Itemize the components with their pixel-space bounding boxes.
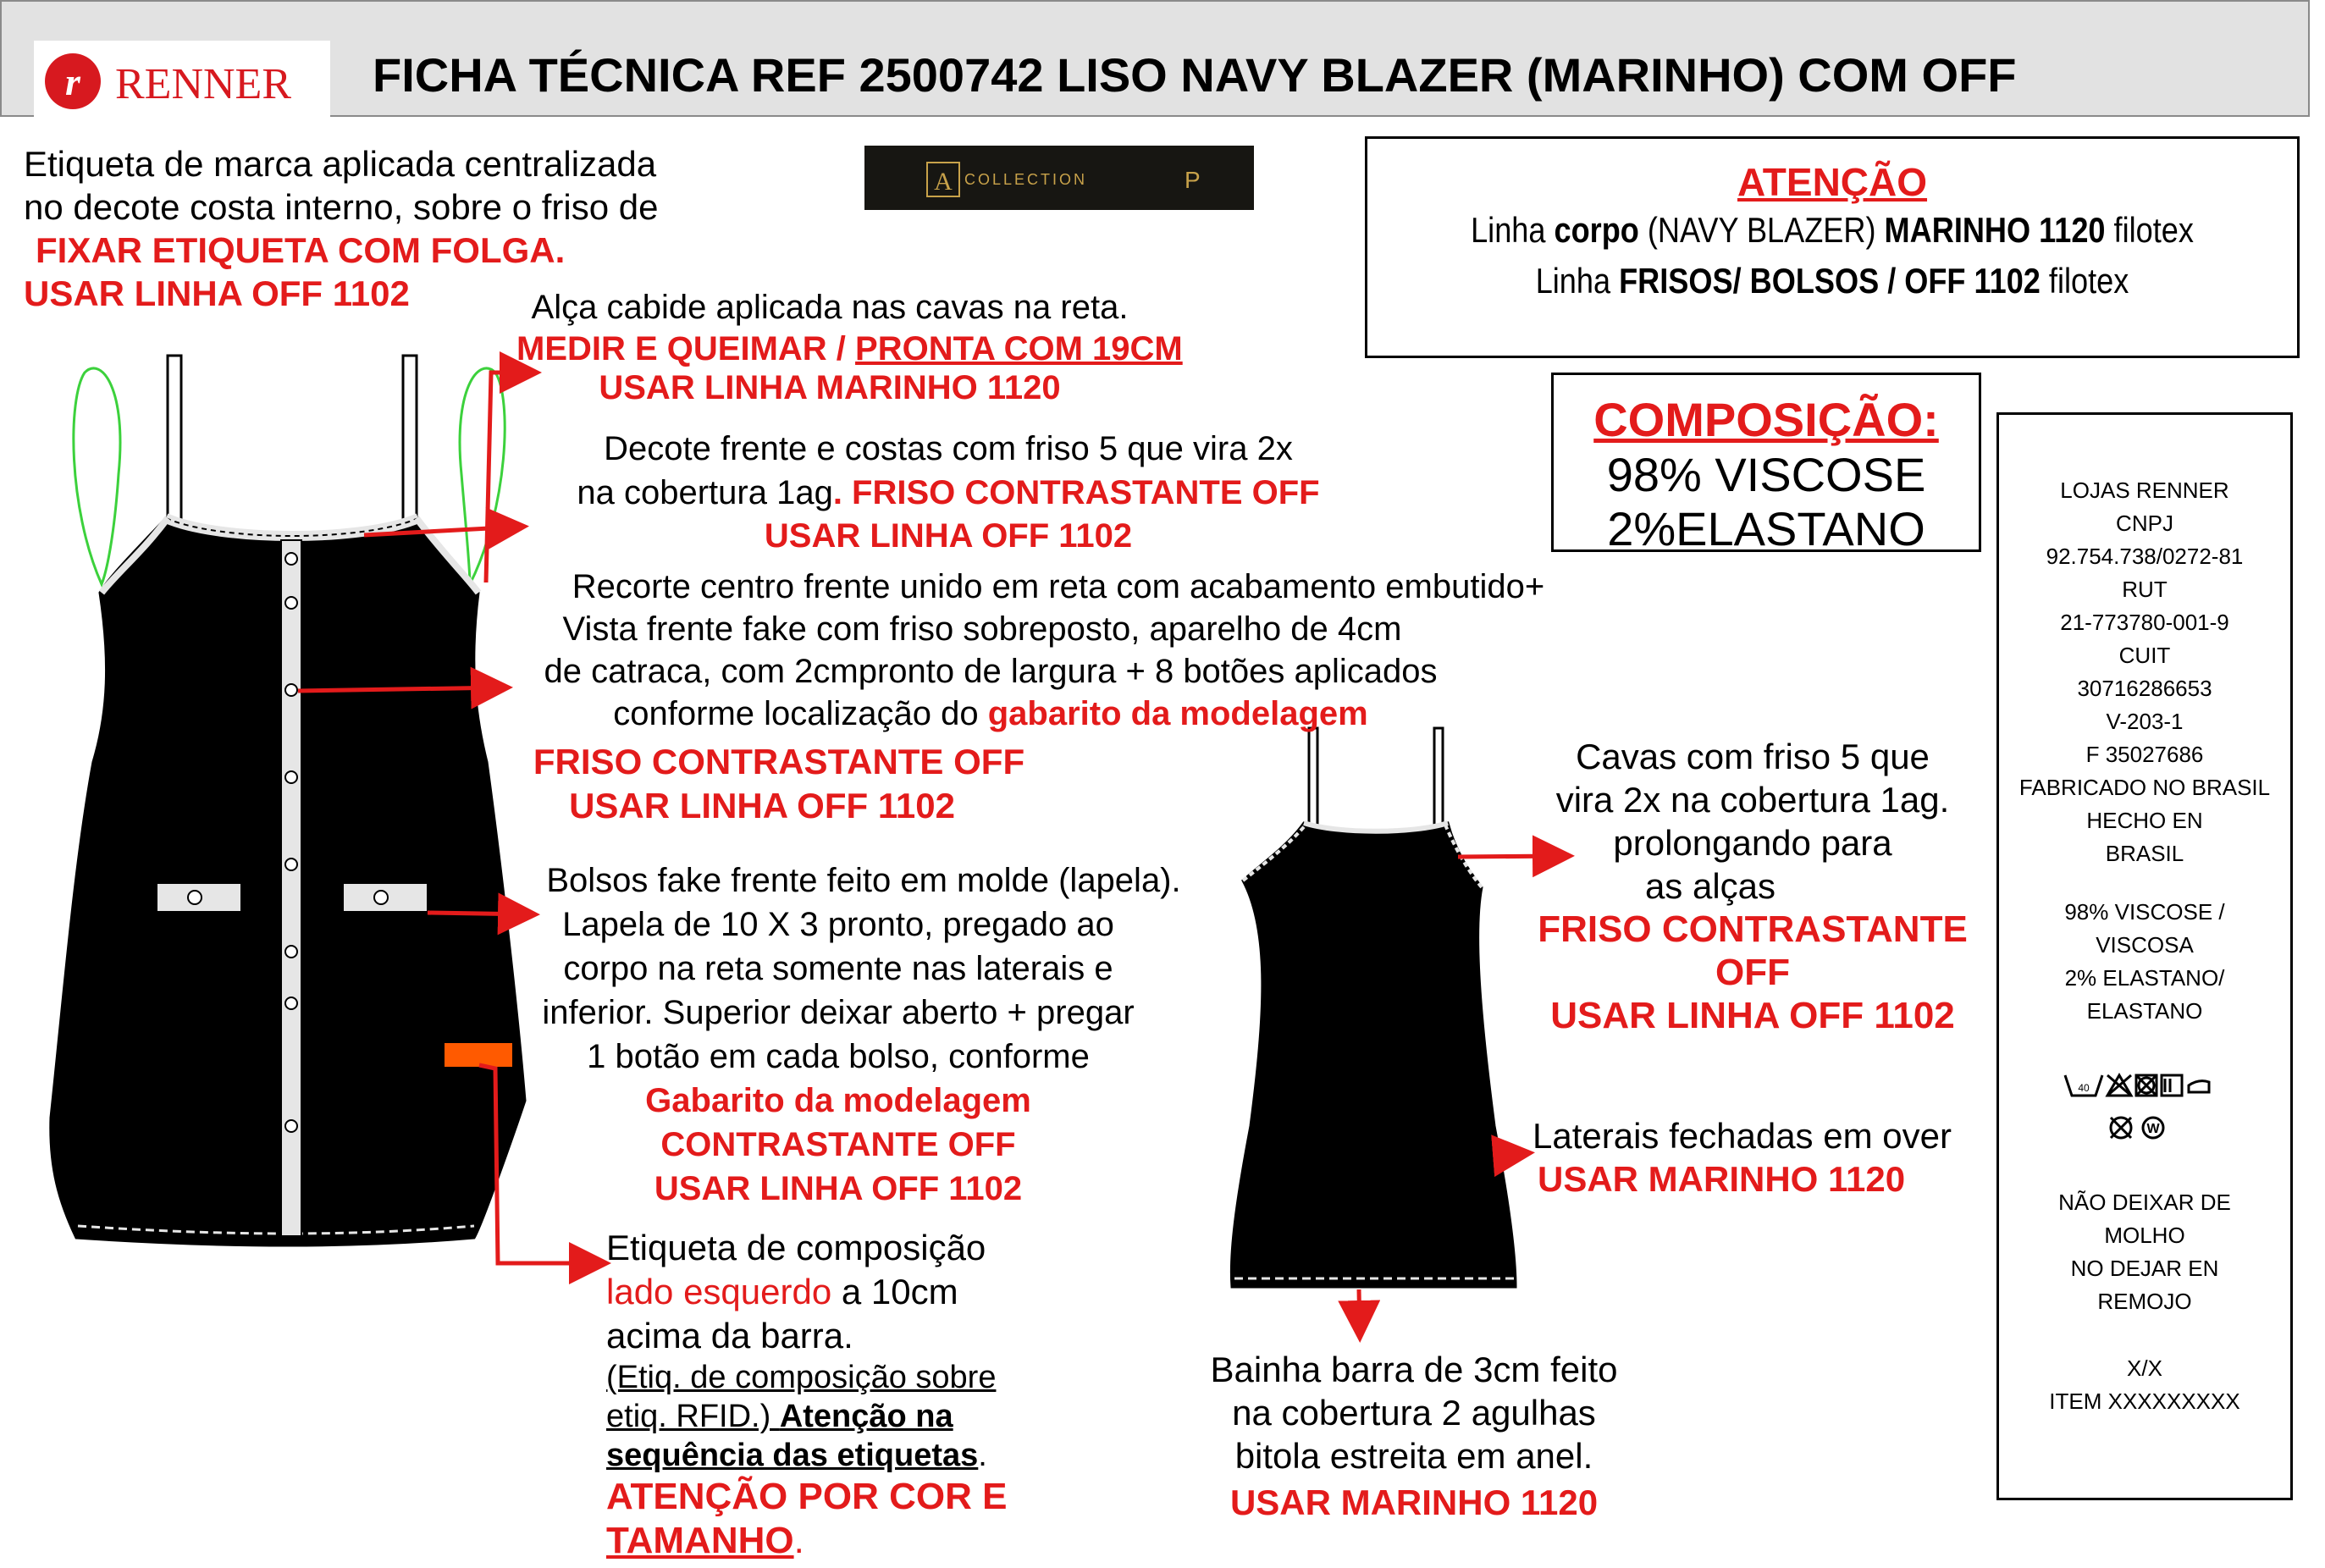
attention-line1 (1433, 205, 2232, 256)
care-label-line-3: 92.754.738/0272-81 (2046, 544, 2244, 569)
care-label-footer-line-2: ITEM XXXXXXXXX (2049, 1389, 2240, 1414)
no-bleach-icon (2107, 1075, 2131, 1096)
care-label-info (1999, 474, 2290, 870)
composition-box (1551, 373, 1981, 555)
strap-right (403, 356, 417, 521)
svg-text:W: W (2146, 1122, 2160, 1136)
care-label-warning-line-3: NO DEJAR EN (2070, 1256, 2219, 1281)
attention-line1b: corpo (1554, 210, 1639, 250)
care-label-line-7: 30716286653 (2077, 676, 2212, 701)
care-symbols (1999, 1067, 2290, 1156)
note-armholes (1516, 735, 1990, 1037)
care-label-line-4: RUT (2122, 577, 2168, 602)
back-dress (1231, 728, 1516, 1287)
attention-line1a: Linha (1471, 210, 1555, 250)
care-label-line-12: BRASIL (2105, 841, 2184, 866)
note-hem-line2: na cobertura 2 agulhas (1232, 1393, 1596, 1433)
note-strap-line1: Alça cabide aplicada nas cavas na reta. (531, 289, 1129, 326)
note-comp-line2b: a 10cm (831, 1272, 958, 1311)
note-brand-label-line3: FIXAR ETIQUETA COM FOLGA. (36, 230, 566, 270)
brand-tag-collection: COLLECTION (964, 171, 1088, 188)
note-hem-line3: bitola estreita em anel. (1234, 1436, 1593, 1476)
iron-icon (2189, 1081, 2209, 1092)
attention-line2b: FRISOS/ BOLSOS / OFF 1102 (1619, 261, 2041, 301)
note-comp-line6b: . (978, 1438, 987, 1473)
note-side-line2: USAR MARINHO 1120 (1538, 1159, 1906, 1199)
strap-left (168, 356, 181, 521)
care-label-line-10: FABRICADO NO BRASIL (2018, 775, 2271, 800)
note-center-line5: FRISO CONTRASTANTE OFF (533, 742, 1025, 781)
composition-line2: 2%ELASTANO (1607, 502, 1925, 555)
composition-title: COMPOSIÇÃO: (1593, 393, 1939, 446)
note-pockets-line6: Gabarito da modelagem (645, 1082, 1031, 1119)
note-armholes-line2: vira 2x na cobertura 1ag. (1555, 780, 1950, 820)
note-armholes-line5: FRISO CONTRASTANTE (1538, 908, 1968, 950)
attention-line2a: Linha (1535, 261, 1620, 301)
care-label-fiber-line-1: 98% VISCOSE / (2064, 899, 2225, 925)
hanger-loop-right (460, 368, 505, 584)
note-strap-hanger (516, 286, 1183, 406)
attention-box (1365, 136, 2300, 358)
note-comp-line3: acima da barra. (606, 1316, 853, 1355)
note-pockets-line1: Bolsos fake frente feito em molde (lapela). (546, 862, 1181, 899)
care-label-line-6: CUIT (2118, 643, 2171, 668)
attention-line1e: filotex (2105, 210, 2194, 250)
page-title: FICHA TÉCNICA REF 2500742 LISO NAVY BLAZER (MARINHO) COM OFF (373, 48, 2017, 102)
note-neckline-line2a: na cobertura 1ag (577, 474, 833, 511)
note-armholes-line4: as alças (1644, 866, 1776, 906)
note-strap-line3: USAR LINHA MARINHO 1120 (599, 369, 1061, 406)
note-brand-label-line2: no decote costa interno, sobre o friso de (24, 187, 659, 227)
note-comp-line7: ATENÇÃO POR COR E (606, 1476, 1008, 1517)
note-strap-line2b: PRONTA COM 19CM (855, 330, 1183, 367)
note-hem-line1: Bainha barra de 3cm feito (1210, 1350, 1618, 1389)
care-label-fiber (1999, 896, 2290, 1028)
attention-line2 (1433, 256, 2232, 306)
svg-text:r: r (65, 60, 80, 103)
care-label-fiber-line-4: ELASTANO (2086, 998, 2203, 1024)
note-armholes-line3: prolongando para (1613, 823, 1892, 863)
note-hem-line4: USAR MARINHO 1120 (1229, 1482, 1599, 1522)
attention-title: ATENÇÃO (1737, 160, 1928, 204)
front-dress (51, 356, 525, 1245)
note-composition-label (606, 1226, 1007, 1563)
note-pockets-line7: CONTRASTANTE OFF (660, 1126, 1016, 1163)
note-comp-line8b: . (793, 1520, 804, 1561)
note-hem (1160, 1348, 1668, 1528)
note-center-line4a: conforme localização do (613, 695, 988, 732)
note-center-line3: de catraca, com 2cmpronto de largura + 8 botões aplicados (544, 653, 1438, 690)
note-center-front-red (500, 740, 1058, 828)
note-neckline-line3: USAR LINHA OFF 1102 (764, 517, 1133, 555)
note-neckline (508, 427, 1389, 557)
note-neckline-line2b: . FRISO CONTRASTANTE OFF (832, 474, 1320, 511)
note-pockets-line3: corpo na reta somente nas laterais e (563, 950, 1113, 987)
note-comp-line4: (Etiq. de composição sobre (606, 1360, 997, 1395)
note-comp-line8: TAMANHO (606, 1520, 794, 1561)
care-label-footer (1999, 1352, 2290, 1418)
note-side-line1: Laterais fechadas em over (1533, 1116, 1952, 1156)
note-side-seams (1533, 1114, 1952, 1201)
note-armholes-line1: Cavas com friso 5 que (1576, 737, 1930, 776)
note-comp-line2a: lado esquerdo (606, 1272, 832, 1311)
care-label-line-5: 21-773780-001-9 (2060, 610, 2229, 635)
note-comp-line5a: etiq. RFID.) (606, 1399, 780, 1434)
dress-body-back (1231, 823, 1516, 1287)
note-center-front (474, 566, 1643, 735)
care-label (1996, 412, 2293, 1500)
note-comp-line1: Etiqueta de composição (606, 1228, 986, 1267)
care-label-fiber-line-2: VISCOSA (2096, 932, 2194, 958)
care-label-line-2: CNPJ (2116, 511, 2173, 536)
note-armholes-line6: OFF (1715, 952, 1790, 993)
care-label-line-8: V-203-1 (2106, 709, 2184, 734)
note-center-line2: Vista frente fake com friso sobreposto, aparelho de 4cm (562, 610, 1402, 648)
care-label-line-1: LOJAS RENNER (2060, 478, 2229, 503)
care-label-line-11: HECHO EN (2086, 808, 2203, 833)
note-pockets-line5: 1 botão em cada bolso, conforme (587, 1038, 1090, 1075)
care-label-line-9: F 35027686 (2085, 742, 2204, 767)
note-pockets (491, 859, 1236, 1211)
care-label-warning-line-1: NÃO DEIXAR DE (2058, 1190, 2231, 1215)
brand-name: RENNER (115, 60, 291, 108)
note-center-line6: USAR LINHA OFF 1102 (569, 786, 955, 825)
note-brand-label-line4: USAR LINHA OFF 1102 (24, 273, 410, 313)
note-neckline-line1: Decote frente e costas com friso 5 que vira 2x (604, 430, 1293, 467)
note-center-line1: Recorte centro frente unido em reta com acabamento embutido+ (572, 568, 1545, 605)
hanger-loop-left (74, 368, 120, 584)
care-label-fiber-line-3: 2% ELASTANO/ (2064, 965, 2225, 991)
care-label-footer-line-1: X/X (2127, 1355, 2162, 1381)
care-label-warning-line-4: REMOJO (2097, 1289, 2192, 1314)
note-pockets-line4: inferior. Superior deixar aberto + pregar (542, 994, 1135, 1031)
svg-text:40: 40 (2078, 1082, 2090, 1094)
attention-line2c: filotex (2040, 261, 2129, 301)
brand-tag-size: P (1185, 167, 1201, 193)
care-label-warning-line-2: MOLHO (2104, 1223, 2185, 1248)
attention-line1c: (NAVY BLAZER) (1638, 210, 1885, 250)
note-strap-line2a: MEDIR E QUEIMAR / (516, 330, 856, 367)
attention-line1d: MARINHO 1120 (1884, 210, 2106, 250)
care-label-warning (1999, 1186, 2290, 1318)
note-pockets-line2: Lapela de 10 X 3 pronto, pregado ao (562, 906, 1114, 943)
note-comp-line6: sequência das etiquetas (606, 1438, 979, 1473)
composition-line1: 98% VISCOSE (1606, 448, 1926, 501)
note-brand-label-line1: Etiqueta de marca aplicada centralizada (24, 144, 657, 184)
note-comp-line5b: Atenção na (779, 1399, 953, 1434)
note-armholes-line7: USAR LINHA OFF 1102 (1550, 995, 1955, 1036)
brand-tag-monogram: A (934, 168, 953, 196)
note-center-line4b: gabarito da modelagem (987, 695, 1368, 732)
note-pockets-line8: USAR LINHA OFF 1102 (654, 1170, 1023, 1207)
